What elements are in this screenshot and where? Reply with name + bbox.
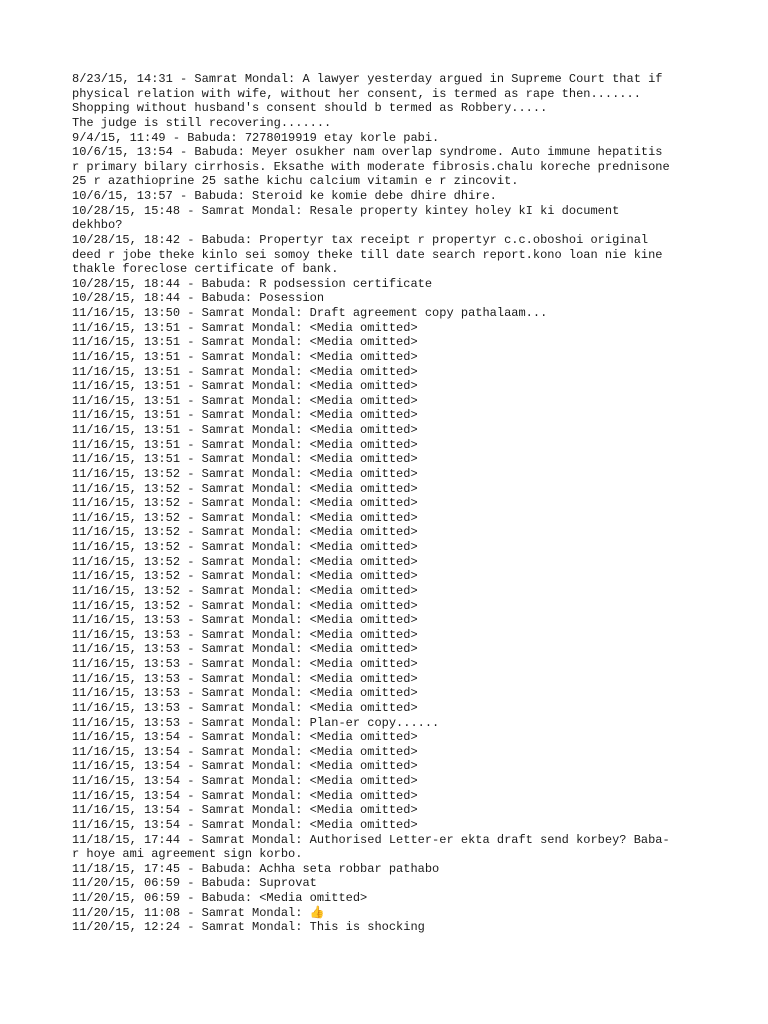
transcript-line: r primary bilary cirrhosis. Eksathe with moderate fibrosis.chalu koreche prednisone: [72, 159, 670, 174]
transcript-line: 11/16/15, 13:53 - Samrat Mondal: <Media omitted>: [72, 642, 418, 657]
transcript-line: 11/16/15, 13:52 - Samrat Mondal: <Media omitted>: [72, 525, 418, 540]
transcript-line: 11/18/15, 17:45 - Babuda: Achha seta robbar pathabo: [72, 861, 440, 876]
transcript-line: 11/16/15, 13:51 - Samrat Mondal: <Media omitted>: [72, 364, 418, 379]
transcript-line: 11/16/15, 13:51 - Samrat Mondal: <Media omitted>: [72, 335, 418, 350]
transcript-line: Shopping without husband's consent should b termed as Robbery.....: [72, 101, 548, 116]
transcript-line: 11/16/15, 13:53 - Samrat Mondal: <Media omitted>: [72, 613, 418, 628]
transcript-line: 11/16/15, 13:53 - Samrat Mondal: <Media omitted>: [72, 627, 418, 642]
transcript-line: 11/16/15, 13:52 - Samrat Mondal: <Media omitted>: [72, 481, 418, 496]
transcript-line: 11/16/15, 13:52 - Samrat Mondal: <Media omitted>: [72, 466, 418, 481]
transcript-line: 11/16/15, 13:54 - Samrat Mondal: <Media omitted>: [72, 744, 418, 759]
transcript-line: 11/16/15, 13:54 - Samrat Mondal: <Media omitted>: [72, 803, 418, 818]
transcript-line: 11/16/15, 13:52 - Samrat Mondal: <Media omitted>: [72, 569, 418, 584]
transcript-line: 11/16/15, 13:52 - Samrat Mondal: <Media omitted>: [72, 540, 418, 554]
transcript-line: r hoye ami agreement sign korbo.: [72, 847, 303, 862]
chat-transcript: [72, 72, 702, 935]
transcript-line: 11/16/15, 13:52 - Samrat Mondal: <Media omitted>: [72, 510, 418, 525]
transcript-line: 11/16/15, 13:51 - Samrat Mondal: <Media omitted>: [72, 437, 418, 452]
transcript-line: 11/16/15, 13:53 - Samrat Mondal: Plan-er copy......: [72, 715, 440, 730]
transcript-line: 10/28/15, 18:44 - Babuda: R podsession certificate: [72, 276, 433, 291]
transcript-line: 11/16/15, 13:51 - Samrat Mondal: <Media omitted>: [72, 320, 418, 335]
transcript-line: 11/16/15, 13:54 - Samrat Mondal: <Media omitted>: [72, 788, 418, 803]
transcript-line: 11/16/15, 13:54 - Samrat Mondal: <Media omitted>: [72, 759, 418, 774]
transcript-line: 11/16/15, 13:53 - Samrat Mondal: <Media omitted>: [72, 700, 418, 715]
transcript-line: 8/23/15, 14:31 - Samrat Mondal: A lawyer yesterday argued in Supreme Court that if: [72, 72, 663, 86]
transcript-line: thakle foreclose certificate of bank.: [72, 262, 339, 277]
transcript-line: 11/20/15, 11:08 - Samrat Mondal: 👍: [72, 905, 325, 920]
transcript-line: 11/16/15, 13:54 - Samrat Mondal: <Media omitted>: [72, 730, 418, 745]
transcript-line: physical relation with wife, without her consent, is termed as rape then.......: [72, 86, 641, 101]
transcript-line: 11/20/15, 06:59 - Babuda: <Media omitted>: [72, 891, 368, 905]
transcript-line: 11/16/15, 13:51 - Samrat Mondal: <Media omitted>: [72, 423, 418, 437]
transcript-line: 11/20/15, 06:59 - Babuda: Suprovat: [72, 876, 317, 891]
transcript-line: 11/20/15, 12:24 - Samrat Mondal: This is shocking: [72, 920, 425, 935]
transcript-line: 11/16/15, 13:52 - Samrat Mondal: <Media omitted>: [72, 598, 418, 613]
transcript-line: 11/16/15, 13:51 - Samrat Mondal: <Media omitted>: [72, 408, 418, 423]
transcript-line: 11/16/15, 13:51 - Samrat Mondal: <Media omitted>: [72, 393, 418, 408]
transcript-line: 11/16/15, 13:54 - Samrat Mondal: <Media omitted>: [72, 817, 418, 832]
transcript-line: 11/18/15, 17:44 - Samrat Mondal: Authorised Letter-er ekta draft send korbey? Baba-: [72, 832, 670, 847]
transcript-line: 10/28/15, 18:44 - Babuda: Posession: [72, 291, 325, 306]
transcript-line: 11/16/15, 13:51 - Samrat Mondal: <Media omitted>: [72, 379, 418, 394]
transcript-line: 11/16/15, 13:51 - Samrat Mondal: <Media omitted>: [72, 349, 418, 364]
transcript-line: 11/16/15, 13:54 - Samrat Mondal: <Media omitted>: [72, 774, 418, 788]
transcript-line: deed r jobe theke kinlo sei somoy theke till date search report.kono loan nie kine: [72, 247, 663, 262]
transcript-line: 10/6/15, 13:54 - Babuda: Meyer osukher nam overlap syndrome. Auto immune hepatitis: [72, 145, 663, 160]
transcript-line: dekhbo?: [72, 218, 123, 233]
transcript-line: 10/6/15, 13:57 - Babuda: Steroid ke komie debe dhire dhire.: [72, 189, 497, 203]
transcript-line: 11/16/15, 13:53 - Samrat Mondal: <Media omitted>: [72, 657, 418, 671]
transcript-line: 25 r azathioprine 25 sathe kichu calcium vitamin e r zincovit.: [72, 174, 519, 189]
transcript-line: The judge is still recovering.......: [72, 115, 332, 130]
transcript-line: 11/16/15, 13:53 - Samrat Mondal: <Media omitted>: [72, 686, 418, 701]
transcript-line: 10/28/15, 18:42 - Babuda: Propertyr tax receipt r propertyr c.c.oboshoi original: [72, 232, 649, 247]
transcript-line: 11/16/15, 13:51 - Samrat Mondal: <Media omitted>: [72, 452, 418, 467]
transcript-line: 11/16/15, 13:52 - Samrat Mondal: <Media omitted>: [72, 554, 418, 569]
transcript-line: 11/16/15, 13:50 - Samrat Mondal: Draft agreement copy pathalaam...: [72, 306, 548, 320]
transcript-line: 11/16/15, 13:53 - Samrat Mondal: <Media omitted>: [72, 671, 418, 686]
transcript-line: 9/4/15, 11:49 - Babuda: 7278019919 etay korle pabi.: [72, 130, 440, 145]
transcript-line: 11/16/15, 13:52 - Samrat Mondal: <Media omitted>: [72, 583, 418, 598]
transcript-line: 10/28/15, 15:48 - Samrat Mondal: Resale property kintey holey kI ki document: [72, 203, 620, 218]
transcript-line: 11/16/15, 13:52 - Samrat Mondal: <Media omitted>: [72, 496, 418, 511]
